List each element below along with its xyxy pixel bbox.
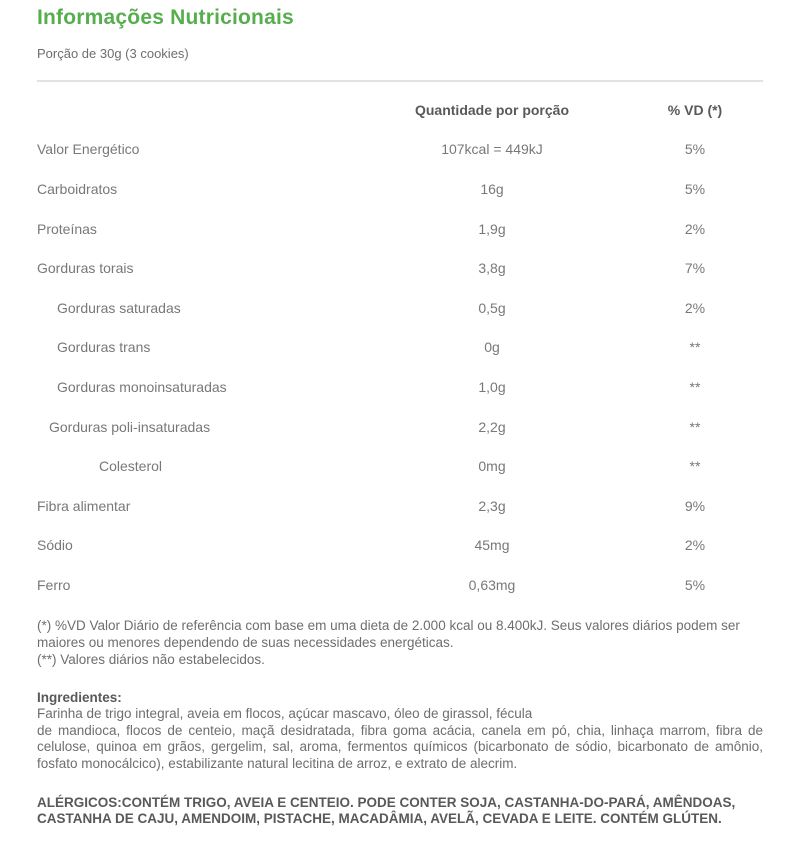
nutrient-quantity: 0g: [484, 339, 500, 356]
table-row: [37, 367, 763, 407]
nutrient-label: Gorduras saturadas: [57, 299, 181, 316]
table-row: [37, 248, 763, 288]
ingredients-text: [37, 706, 763, 773]
nutrient-vd: 7%: [684, 260, 706, 277]
nutrient-label: Carboidratos: [37, 180, 118, 197]
nutrition-table: [37, 90, 763, 605]
nutrient-quantity: 1,9g: [478, 220, 506, 237]
table-row: [37, 565, 763, 605]
ingredients-section: [37, 689, 763, 773]
divider: [37, 80, 763, 82]
nutrient-quantity: 16g: [480, 180, 504, 197]
nutrient-quantity: 2,3g: [478, 497, 506, 514]
nutrient-quantity: 45mg: [474, 537, 510, 554]
table-row: [37, 328, 763, 368]
page-title: Informações Nutricionais: [37, 6, 294, 29]
table-row: [37, 407, 763, 447]
nutrient-vd: **: [689, 378, 701, 395]
nutrient-label: Proteínas: [37, 220, 97, 237]
table-row: [37, 209, 763, 249]
nutrient-quantity: 0,63mg: [468, 576, 516, 593]
table-row: [37, 169, 763, 209]
nutrient-label: Sódio: [37, 537, 73, 554]
nutrient-quantity: 3,8g: [478, 260, 506, 277]
column-header-quantity: Quantidade por porção: [414, 101, 569, 118]
nutrient-vd: 5%: [684, 576, 706, 593]
nutrient-vd: **: [689, 418, 701, 435]
column-header-vd: % VD (*): [667, 101, 723, 118]
nutrient-vd: **: [689, 339, 701, 356]
nutrient-vd: 5%: [684, 180, 706, 197]
nutrient-label: Gorduras torais: [37, 260, 134, 277]
nutrient-quantity: 0mg: [478, 458, 506, 475]
nutrient-quantity: 2,2g: [478, 418, 506, 435]
serving-size: Porção de 30g (3 cookies): [37, 46, 189, 61]
nutrient-label: Colesterol: [99, 458, 163, 475]
ingredients-line1: Farinha de trigo integral, aveia em flocos, açúcar mascavo, óleo de girassol, fécula: [37, 705, 533, 721]
table-row: [37, 446, 763, 486]
table-row: [37, 130, 763, 170]
nutrient-quantity: 0,5g: [478, 299, 506, 316]
nutrient-vd: 9%: [684, 497, 706, 514]
nutrient-vd: 2%: [684, 299, 706, 316]
nutrient-vd: 5%: [684, 141, 706, 158]
footnote-daily-value: (*) %VD Valor Diário de referência com base em uma dieta de 2.000 kcal ou 8.400kJ. Seus valores diários podem ser maiores ou menores dependendo de suas necessidades energéticas.: [37, 617, 740, 650]
nutrient-vd: 2%: [684, 537, 706, 554]
nutrient-vd: 2%: [684, 220, 706, 237]
nutrient-label: Gorduras monoinsaturadas: [57, 378, 227, 395]
nutrient-label: Ferro: [37, 576, 71, 593]
nutrient-label: Gorduras poli-insaturadas: [49, 418, 211, 435]
nutrient-label: Valor Energético: [37, 141, 140, 158]
ingredients-rest: de mandioca, flocos de centeio, maçã desidratada, fibra goma acácia, canela em pó, chia, linhaça marrom, fibra de celulose, quinoa em grãos, gergelim, sal, aroma, fermentos químicos (bicarbonato de sódio, bicarbonato de amônio, fosfato monocálcico), estabilizante natural lecitina de arroz, e extrato de alecrim.: [37, 722, 763, 772]
nutrient-quantity: 1,0g: [478, 378, 506, 395]
nutrient-label: Fibra alimentar: [37, 497, 131, 514]
table-row: [37, 288, 763, 328]
nutrient-quantity: 107kcal = 449kJ: [441, 141, 543, 158]
nutrient-vd: **: [689, 458, 701, 475]
ingredients-heading: Ingredientes:: [37, 689, 122, 705]
footnote-not-established: (**) Valores diários não estabelecidos.: [37, 651, 265, 667]
allergens-statement: ALÉRGICOS:CONTÉM TRIGO, AVEIA E CENTEIO. PODE CONTER SOJA, CASTANHA-DO-PARÁ, AMÊNDOAS, CASTANHA DE CAJU, AMENDOIM, PISTACHE, MACADÂMIA, AVELÃ, CEVADA E LEITE. CONTÉM GLÚTEN.: [37, 794, 736, 826]
table-header-row: [37, 90, 763, 130]
table-row: [37, 486, 763, 526]
table-row: [37, 526, 763, 566]
footnotes: [37, 617, 763, 668]
nutrient-label: Gorduras trans: [57, 339, 151, 356]
